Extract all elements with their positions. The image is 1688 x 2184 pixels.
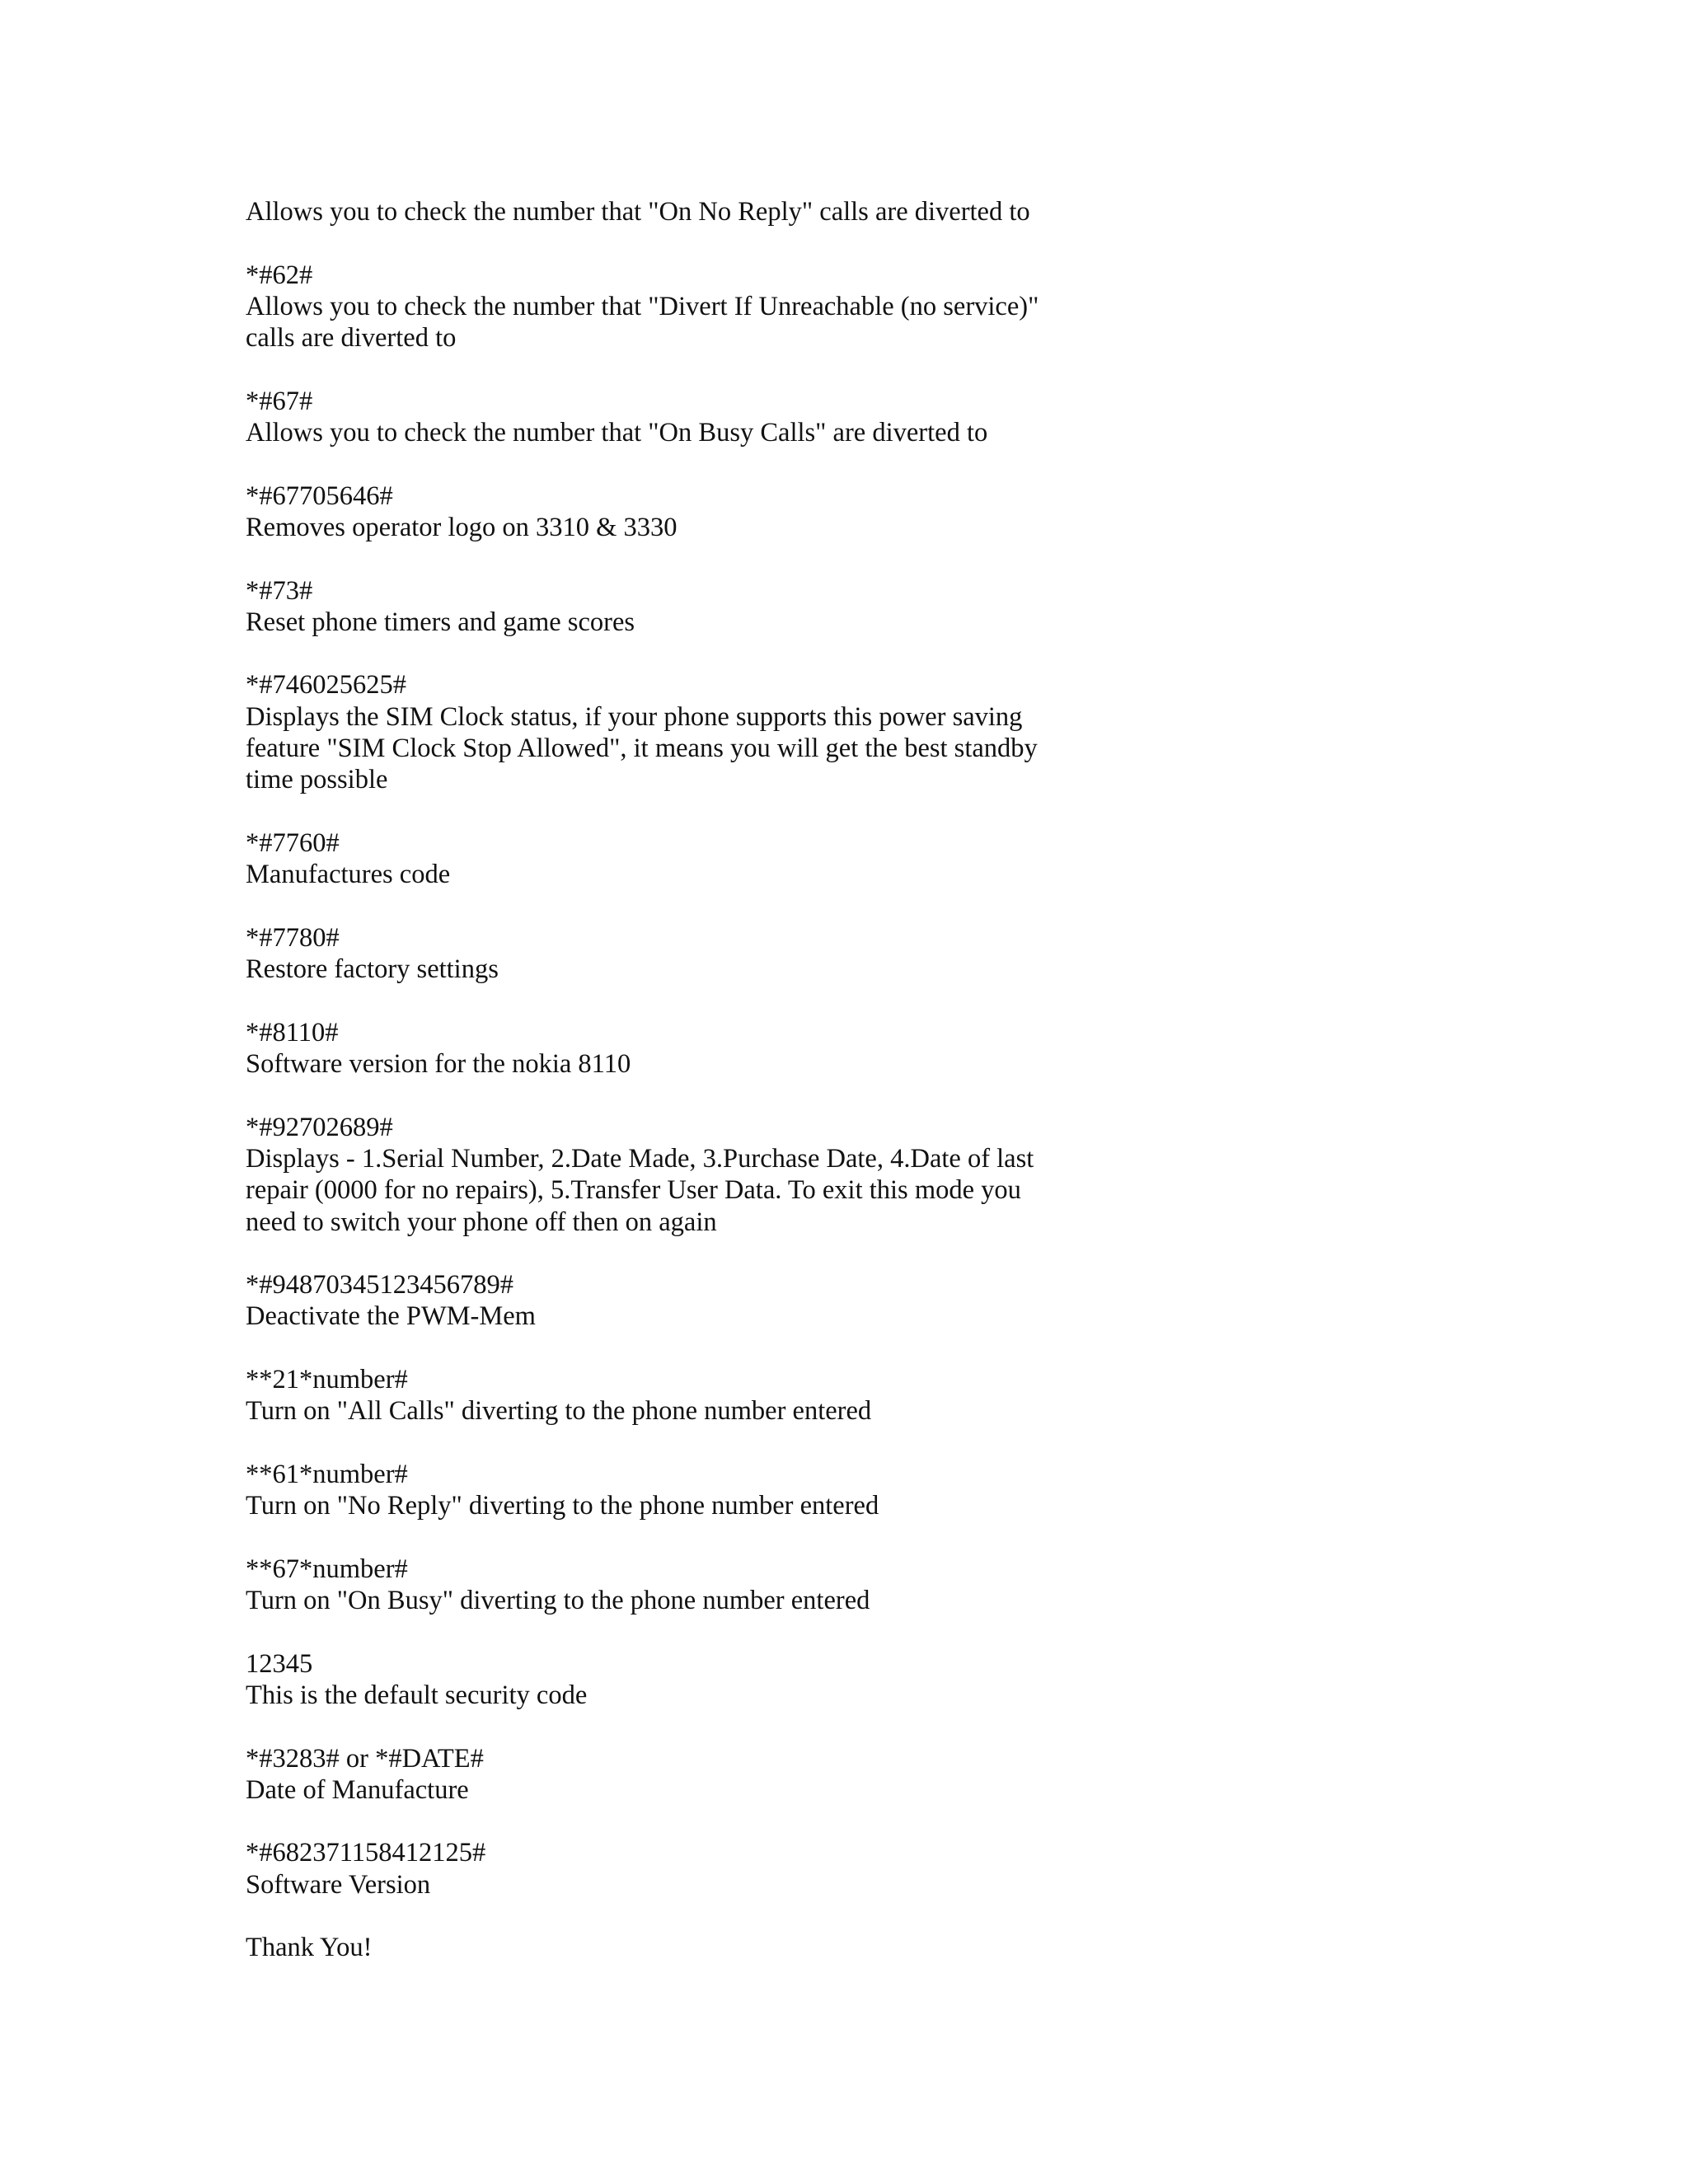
entry-description-line: time possible (246, 765, 388, 795)
entry-description-line: Turn on "No Reply" diverting to the phone number entered (246, 1491, 879, 1521)
entry-description-line: Removes operator logo on 3310 & 3330 (246, 512, 678, 542)
code-entry (246, 1648, 1103, 1712)
code-entry (246, 1837, 1103, 1900)
entry-description-line: need to switch your phone off then on again (246, 1207, 717, 1237)
entry-code: **61*number# (246, 1459, 408, 1489)
entry-code: *#67705646# (246, 480, 393, 511)
entry-code: *#67# (246, 386, 313, 416)
intro-paragraph: Allows you to check the number that "On No Reply" calls are diverted to (246, 197, 1030, 227)
code-entry (246, 1017, 1103, 1080)
entry-description-line: Displays - 1.Serial Number, 2.Date Made, 3.Purchase Date, 4.Date of last (246, 1143, 1034, 1174)
closing-text: Thank You! (246, 1933, 373, 1963)
entry-code: *#682371158412125# (246, 1838, 486, 1868)
entry-description-line: Allows you to check the number that "Divert If Unreachable (no service)" (246, 291, 1039, 321)
entry-description-line: Displays the SIM Clock status, if your phone supports this power saving (246, 701, 1023, 732)
code-entry (246, 1364, 1103, 1427)
code-entry (246, 827, 1103, 891)
code-entry (246, 480, 1103, 544)
entry-code: **21*number# (246, 1364, 408, 1394)
entry-code: *#73# (246, 575, 313, 606)
code-entry (246, 1269, 1103, 1333)
entry-description-line: Deactivate the PWM-Mem (246, 1301, 536, 1332)
entry-description-line: Turn on "All Calls" diverting to the phone number entered (246, 1396, 872, 1427)
code-entry (246, 1743, 1103, 1807)
entry-code: *#7760# (246, 827, 340, 858)
entry-description-line: This is the default security code (246, 1680, 588, 1710)
entry-description-line: Reset phone timers and game scores (246, 607, 635, 637)
entry-description-line: Software Version (246, 1869, 431, 1900)
entry-description-line: Manufactures code (246, 860, 451, 890)
entry-code: *#746025625# (246, 670, 406, 701)
entry-code: 12345 (246, 1648, 313, 1679)
entry-description-line: Turn on "On Busy" diverting to the phone number entered (246, 1586, 870, 1616)
entry-code: **67*number# (246, 1554, 408, 1584)
entry-code: *#8110# (246, 1017, 339, 1047)
code-entry (246, 386, 1103, 449)
code-entry (246, 1459, 1103, 1522)
entry-code: *#7780# (246, 922, 340, 953)
entry-description-line: repair (0000 for no repairs), 5.Transfer User Data. To exit this mode you (246, 1175, 1021, 1206)
entry-code: *#92702689# (246, 1112, 393, 1142)
code-entry (246, 1112, 1103, 1238)
entry-description-line: calls are diverted to (246, 323, 457, 354)
entry-description-line: Software version for the nokia 8110 (246, 1049, 631, 1080)
entry-description-line: Date of Manufacture (246, 1774, 469, 1805)
entry-description-line: Allows you to check the number that "On Busy Calls" are diverted to (246, 418, 988, 448)
entry-description-line: feature "SIM Clock Stop Allowed", it means you will get the best standby (246, 733, 1038, 764)
code-entry (246, 260, 1103, 354)
code-entry (246, 922, 1103, 986)
document-body (246, 196, 1103, 1964)
code-entry (246, 669, 1103, 795)
entry-code: *#3283# or *#DATE# (246, 1743, 484, 1774)
code-entry (246, 575, 1103, 639)
code-entry (246, 1554, 1103, 1617)
entry-code: *#94870345123456789# (246, 1270, 513, 1301)
entry-description-line: Restore factory settings (246, 954, 499, 985)
entry-code: *#62# (246, 260, 313, 290)
